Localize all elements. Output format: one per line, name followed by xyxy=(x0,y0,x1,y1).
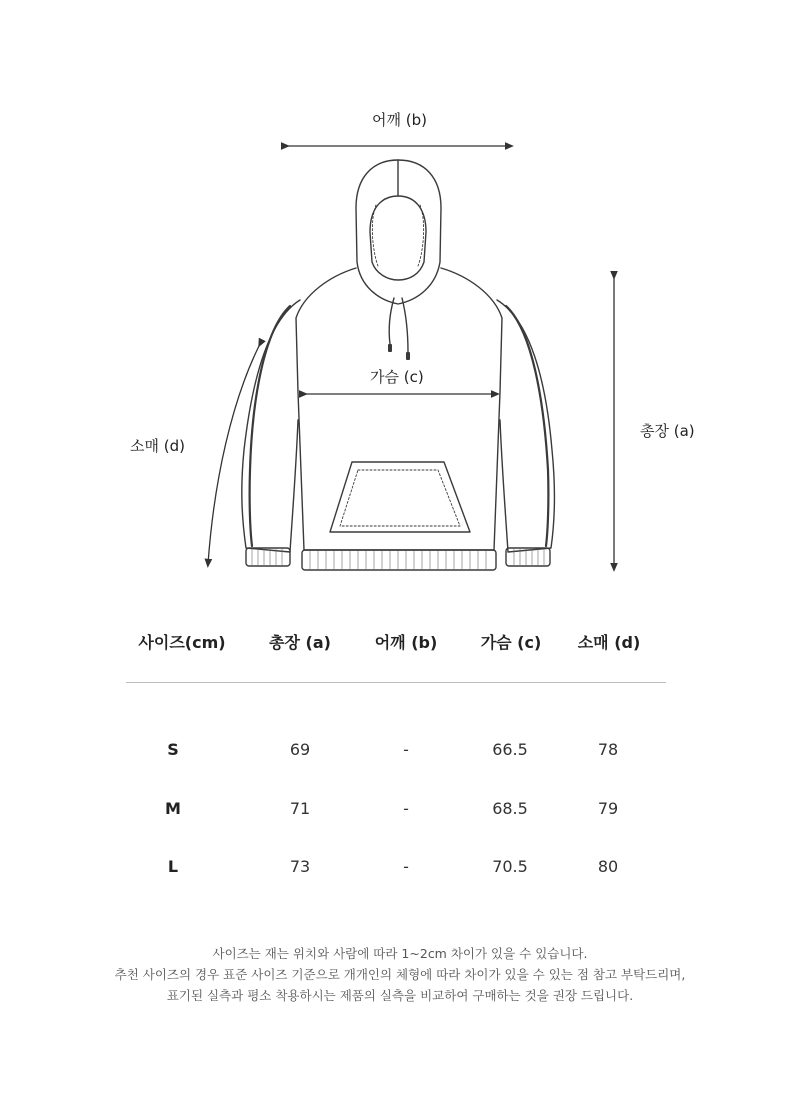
hem-rib xyxy=(302,550,496,570)
cell-length: 69 xyxy=(289,740,311,759)
note-line: 표기된 실측과 평소 착용하시는 제품의 실측을 비교하여 구매하는 것을 권장 드립니다. xyxy=(166,988,634,1003)
cell-length: 73 xyxy=(289,857,311,876)
note-line: 추천 사이즈의 경우 표준 사이즈 기준으로 개개인의 체형에 따라 차이가 있을 수 있는 점 참고 부탁드리며, xyxy=(114,967,686,982)
cell-shoulder: - xyxy=(403,740,409,759)
cell-sleeve: 78 xyxy=(597,740,619,759)
table-row xyxy=(0,857,800,881)
cell-size: M xyxy=(165,799,181,818)
body-outline xyxy=(296,268,502,550)
size-notes xyxy=(0,943,800,1006)
cell-chest: 66.5 xyxy=(492,740,528,759)
header-chest: 가슴 (c) xyxy=(480,633,542,652)
hood-opening xyxy=(370,196,426,280)
shoulder-label: 어깨 (b) xyxy=(372,111,427,129)
cell-shoulder: - xyxy=(403,799,409,818)
chest-label: 가슴 (c) xyxy=(370,368,424,386)
table-divider xyxy=(126,682,666,683)
cell-chest: 70.5 xyxy=(492,857,528,876)
size-table-header xyxy=(0,630,800,656)
header-shoulder: 어깨 (b) xyxy=(374,633,438,652)
cell-sleeve: 79 xyxy=(597,799,619,818)
header-size: 사이즈(cm) xyxy=(138,633,226,652)
cell-shoulder: - xyxy=(403,857,409,876)
cell-sleeve: 80 xyxy=(597,857,619,876)
cell-size: S xyxy=(167,740,179,759)
sleeve-label: 소매 (d) xyxy=(130,437,185,455)
header-length: 총장 (a) xyxy=(269,633,331,652)
table-row xyxy=(0,740,800,764)
cell-chest: 68.5 xyxy=(492,799,528,818)
length-label: 총장 (a) xyxy=(640,422,695,440)
header-sleeve: 소매 (d) xyxy=(577,633,641,652)
note-line: 사이즈는 재는 위치와 사람에 따라 1~2cm 차이가 있을 수 있습니다. xyxy=(212,946,588,961)
drawstring-right xyxy=(402,298,408,352)
cell-size: L xyxy=(167,857,179,876)
drawstring-left xyxy=(389,298,394,344)
table-row xyxy=(0,799,800,823)
cell-length: 71 xyxy=(289,799,311,818)
sleeve-arrow xyxy=(208,344,260,564)
